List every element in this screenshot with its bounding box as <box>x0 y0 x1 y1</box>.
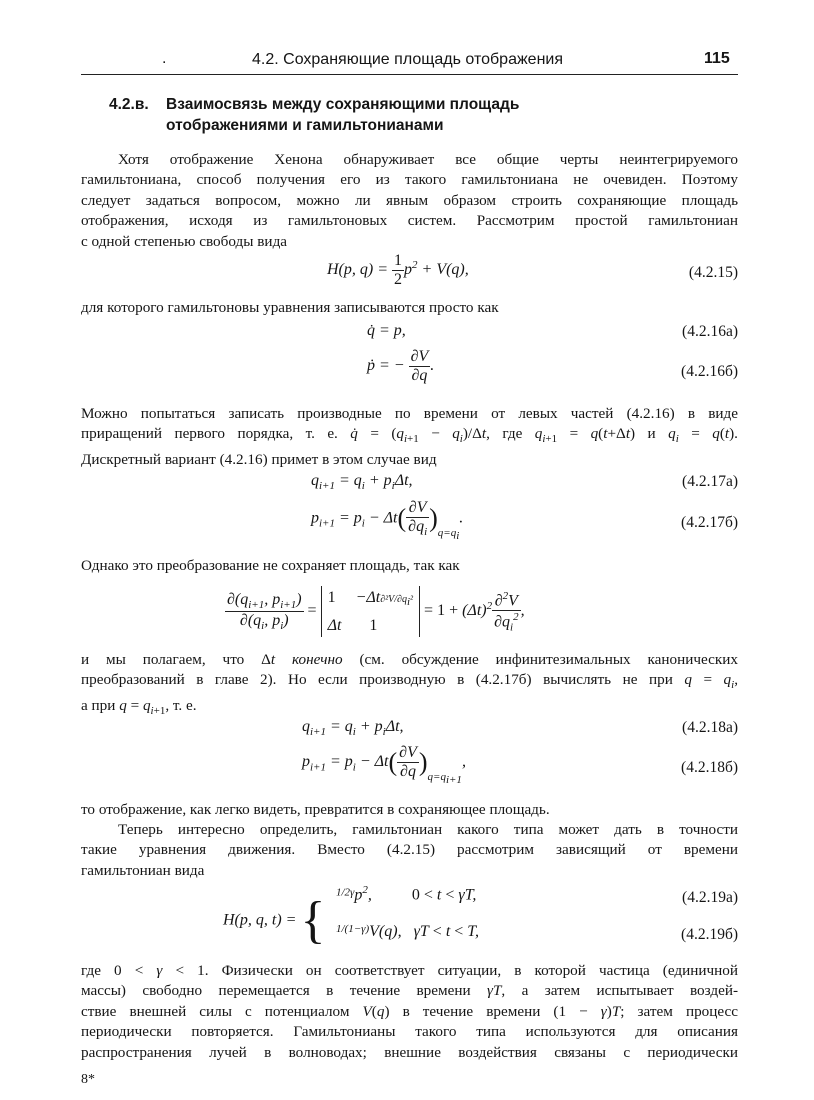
text-fragment: преобразований в главе 2). Но если производную в (4.2.17б) вычислять не при <box>81 671 673 689</box>
section-number: 4.2.в. <box>109 96 149 113</box>
equation-4-2-18b: $p_{i+1} = p_i - \Delta t$( $\frac{\partial V}{\partial q}$ )$_{q=q_{i+1}}$, <box>302 744 466 787</box>
text-line: отображения, исходя из гамильтоновых систем. Рассмотрим простой гамильтониан <box>81 212 738 230</box>
equation-number: (4.2.15) <box>688 264 738 281</box>
equation-4-2-16a: q̇ = p, <box>367 322 406 339</box>
equation-number: (4.2.18б) <box>681 759 738 776</box>
section-title-line2: отображениями и гамильтонианами <box>166 117 444 134</box>
equation-jacobian: $\frac{\partial(q_{i+1}, p_{i+1})}{\partial(q_i, p_i)}$ = 1 $-\Delta t\partial^2V/\partial q_i^2$ Δt $1 = 1 + (\Delta t)^2$ $\frac{\partial^2V}{\partial q_i^2}$ , <box>225 586 525 637</box>
equation-4-2-17a: $q_{i+1} = q_i + p_i\Delta t$, <box>311 472 413 493</box>
text-line: Теперь интересно определить, гамильтониан какого типа может дать в точности <box>118 821 738 838</box>
equation-4-2-16b: ṗ = − $\frac{\partial V}{\partial q}$ . <box>367 348 435 384</box>
text-line: следует задаться вопросом, можно ли явным образом строить сохраняющие площадь <box>81 191 738 209</box>
paragraph-5 <box>81 650 738 721</box>
text-line: Можно попытаться записать производные по времени от левых частей (4.2.16) в виде <box>81 405 738 422</box>
text-fragment: в течение времени <box>402 1002 541 1020</box>
equation-number: (4.2.17а) <box>682 473 738 490</box>
text-line: распространения лучей в волноводах; внешние воздействия связаны с периодически <box>81 1043 738 1061</box>
paragraph-1 <box>81 150 738 252</box>
paragraph-8 <box>81 961 738 1063</box>
text-fragment: ствие внешней силы с потенциалом <box>81 1002 350 1020</box>
paragraph-7 <box>81 820 738 881</box>
text-line: преобразований в главе 2). Но если производную в (4.2.17б) вычислять не при $q = q_i$, <box>81 671 738 692</box>
text-line: приращений первого порядка, т. е. q̇ = $(q_{i+1} - q_i)/\Delta t$, где $q_{i+1} = q(t+\Delta t)$ и $q_i = q(t)$. <box>81 425 738 446</box>
text-fragment: массы) свободно перемещается в течение времени <box>81 982 471 1000</box>
text-fragment: где <box>81 962 101 979</box>
text-fragment: а при <box>81 696 116 714</box>
signature-mark: 8* <box>81 1072 95 1087</box>
text-fragment: , а затем испытывает воздей- <box>501 982 739 1000</box>
text-line: и мы полагаем, что Δt конечно (см. обсуждение инфинитезимальных канонических <box>81 651 739 668</box>
equation-4-2-17b: $p_{i+1} = p_i - \Delta t$( $\frac{\partial V}{\partial q_i}$ )$_{q=q_i}$. <box>311 499 464 543</box>
equation-number: (4.2.19а) <box>682 889 738 906</box>
text-line: для которого гамильтоновы уравнения записываются просто как <box>81 299 499 316</box>
equation-4-2-19b: $^{1/(1-\gamma)}$V(q), γT < t < T, <box>336 923 480 940</box>
text-fragment: приращений первого порядка, т. е. <box>81 425 338 443</box>
text-fragment: . Физически он соответствует ситуации, в которой частица (единичной <box>204 962 738 979</box>
paragraph-2 <box>81 298 738 318</box>
text-line: то отображение, как легко видеть, превратится в сохраняющее площадь. <box>81 801 550 818</box>
text-line: периодически повторяется. Гамильтонианы такого типа используются для описания <box>81 1023 738 1041</box>
section-title-line1: Взаимосвязь между сохраняющими площадь <box>166 96 520 113</box>
text-line: с одной степенью свободы вида <box>81 232 288 250</box>
text-line: гамильтониан вида <box>81 861 205 879</box>
text-fragment: (см. обсуждение инфинитезимальных канонических <box>359 651 739 668</box>
equation-number: (4.2.19б) <box>681 926 738 943</box>
text-fragment: ; затем процесс <box>620 1002 738 1020</box>
equation-4-2-19a: $^{1/2\gamma}p^2$, 0 < t < γT, <box>336 884 477 904</box>
page-number: 115 <box>704 50 730 67</box>
equation-4-2-15: H(p, q) = $\frac{1}{2}$ $p^2 + V(q)$, <box>327 252 469 288</box>
text-line: такие уравнения движения. Вместо (4.2.15) рассмотрим зависящий от времени <box>81 841 738 859</box>
paragraph-4 <box>81 556 738 576</box>
text-line: где 0 < γ < 1. Физически он соответствует ситуации, в которой частица (единичной <box>81 962 738 979</box>
text-fragment: , т. е. <box>165 696 197 714</box>
text-fragment: , где <box>486 425 523 443</box>
equation-number: (4.2.18а) <box>682 719 738 736</box>
paragraph-3 <box>81 404 738 470</box>
text-line: а при $q = q_{i+1}$, т. е. <box>81 696 197 717</box>
running-title: 4.2. Сохраняющие площадь отображения <box>252 51 563 68</box>
text-line: Дискретный вариант (4.2.16) примет в этом случае вид <box>81 450 437 468</box>
text-line: массы) свободно перемещается в течение времени γT, а затем испытывает воздей- <box>81 982 739 1000</box>
text-line: Хотя отображение Хенона обнаруживает все общие черты неинтегрируемого <box>118 151 738 168</box>
header-dot: . <box>162 50 167 67</box>
text-fragment: и <box>647 425 656 443</box>
text-line: Однако это преобразование не сохраняет площадь, так как <box>81 557 460 574</box>
equation-4-2-19-lhs: H(p, q, t) = { <box>223 892 326 949</box>
text-line: гамильтониана, способ получения его из такого гамильтониана не очевиден. Поэтому <box>81 171 738 189</box>
equation-number: (4.2.17б) <box>681 514 738 531</box>
header-rule <box>81 74 738 75</box>
equation-number: (4.2.16а) <box>682 323 738 340</box>
paragraph-6 <box>81 800 738 820</box>
equation-4-2-18a: $q_{i+1} = q_i + p_i\Delta t$, <box>302 718 404 739</box>
text-fragment: и мы полагаем, что <box>81 651 245 668</box>
emphasis: конечно <box>292 651 343 668</box>
text-line: ствие внешней силы с потенциалом V(q) в течение времени (1 − γ)T; затем процесс <box>81 1002 738 1020</box>
equation-number: (4.2.16б) <box>681 363 738 380</box>
